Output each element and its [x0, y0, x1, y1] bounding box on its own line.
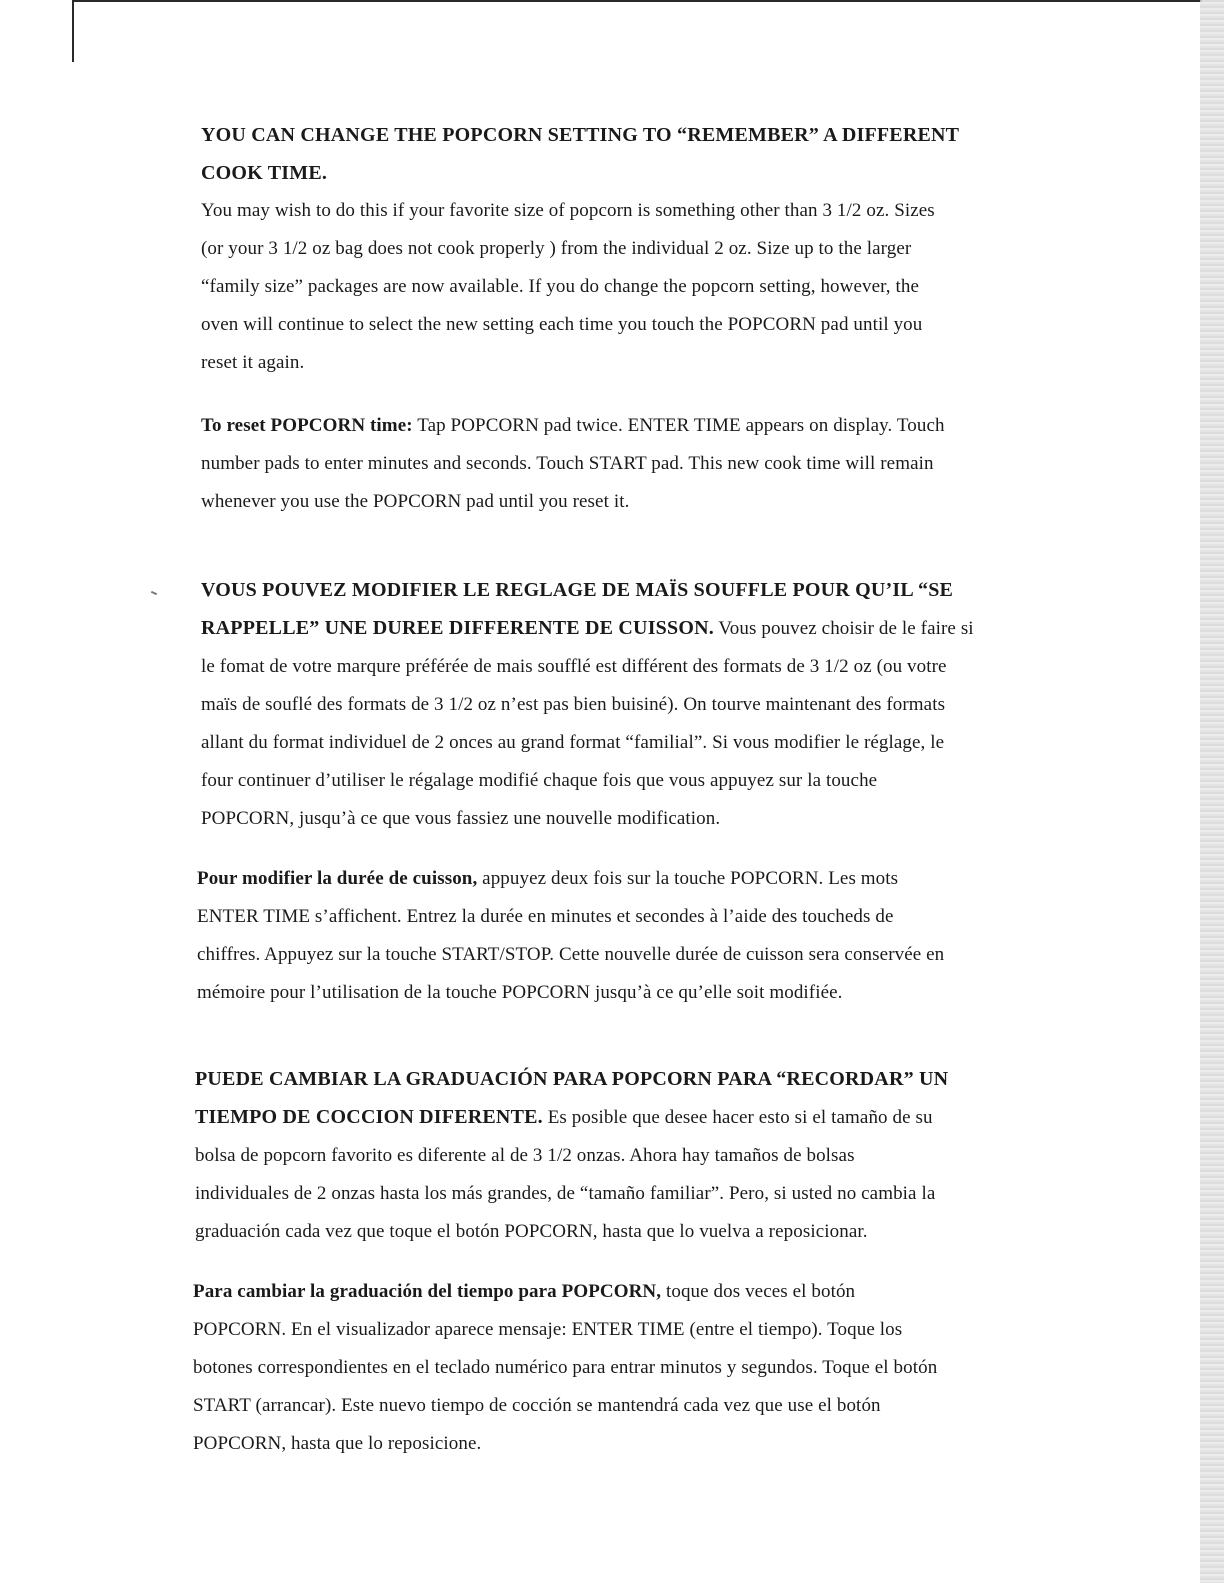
english-heading-line-2: COOK TIME. [201, 162, 328, 184]
french-heading-line-2: RAPPELLE” UNE DUREE DIFFERENTE DE CUISSON. [201, 617, 714, 639]
french-body-line: POPCORN, jusqu’à ce que vous fassiez une nouvelle modification. [201, 808, 721, 829]
french-modify-line-1 [197, 860, 944, 898]
english-body [201, 192, 959, 382]
french-body-line: maïs de souflé des formats de 3 1/2 oz n’est pas bien buisiné). On tourve maintenant des formats [201, 694, 946, 715]
french-body-line: le fomat de votre marqure préférée de mais soufflé est différent des formats de 3 1/2 oz (ou votre [201, 656, 947, 677]
spanish-change-line: POPCORN, hasta que lo reposicione. [193, 1433, 482, 1454]
french-modify-line: mémoire pour l’utilisation de la touche POPCORN jusqu’à ce qu’elle soit modifiée. [197, 982, 843, 1003]
spanish-change-lead: Para cambiar la graduación del tiempo para POPCORN, [193, 1281, 662, 1302]
french-modify-paragraph [197, 860, 944, 1012]
page-border-top [72, 0, 1202, 2]
english-reset-line-1-text: Tap POPCORN pad twice. ENTER TIME appears on display. Touch [412, 415, 945, 436]
english-reset-instructions [201, 407, 945, 521]
english-reset-line-1 [201, 407, 945, 445]
spanish-change-paragraph [193, 1273, 937, 1463]
spanish-change-line-1-text: toque dos veces el botón [661, 1281, 856, 1302]
english-body-line: (or your 3 1/2 oz bag does not cook properly ) from the individual 2 oz. Size up to the larger [201, 238, 912, 259]
spanish-change-line-1 [193, 1273, 937, 1311]
spanish-change-line: START (arrancar). Este nuevo tiempo de cocción se mantendrá cada vez que use el botón [193, 1395, 881, 1416]
english-heading [201, 116, 959, 192]
english-body-line: “family size” packages are now available. If you do change the popcorn setting, however, the [201, 276, 920, 297]
english-heading-line-1: YOU CAN CHANGE THE POPCORN SETTING TO “REMEMBER” A DIFFERENT [201, 124, 960, 146]
french-line-2 [201, 609, 974, 648]
spanish-body-line: individuales de 2 onzas hasta los más grandes, de “tamaño familiar”. Pero, si usted no cambia la [195, 1183, 936, 1204]
spanish-heading-line-1: PUEDE CAMBIAR LA GRADUACIÓN PARA POPCORN PARA “RECORDAR” UN [195, 1068, 949, 1090]
english-body-line: oven will continue to select the new setting each time you touch the POPCORN pad until you [201, 314, 923, 335]
french-section [201, 571, 974, 838]
french-heading-line-1: VOUS POUVEZ MODIFIER LE REGLAGE DE MAÏS SOUFFLE POUR QU’IL “SE [201, 579, 954, 601]
french-body-line: allant du format individuel de 2 onces au grand format “familial”. Si vous modifier le réglage, le [201, 732, 945, 753]
french-modify-lead: Pour modifier la durée de cuisson, [197, 868, 478, 889]
spanish-section [195, 1060, 948, 1251]
english-reset-lead: To reset POPCORN time: [201, 415, 413, 436]
english-body-line: You may wish to do this if your favorite size of popcorn is something other than 3 1/2 oz. Sizes [201, 200, 935, 221]
spanish-heading-line-2: TIEMPO DE COCCION DIFERENTE. [195, 1106, 543, 1128]
spanish-change-line: botones correspondientes en el teclado numérico para entrar minutos y segundos. Toque el botón [193, 1357, 938, 1378]
french-modify-line-1-text: appuyez deux fois sur la touche POPCORN. Les mots [477, 868, 899, 889]
stray-mark [151, 591, 157, 595]
french-modify-instructions [197, 860, 944, 1012]
spanish-paragraph [195, 1060, 948, 1251]
page-border-left [72, 0, 74, 62]
english-body-line: reset it again. [201, 352, 305, 373]
scan-edge-shadow [1200, 0, 1224, 1583]
english-reset-line: number pads to enter minutes and seconds. Touch START pad. This new cook time will remain [201, 453, 934, 474]
spanish-body-line: graduación cada vez que toque el botón POPCORN, hasta que lo vuelva a reposicionar. [195, 1221, 868, 1242]
spanish-body-line: bolsa de popcorn favorito es diferente al de 3 1/2 onzas. Ahora hay tamaños de bolsas [195, 1145, 855, 1166]
french-body-line: four continuer d’utiliser le régalage modifié chaque fois que vous appuyez sur la touche [201, 770, 878, 791]
french-modify-line: chiffres. Appuyez sur la touche START/STOP. Cette nouvelle durée de cuisson sera conservée en [197, 944, 945, 965]
spanish-change-line: POPCORN. En el visualizador aparece mensaje: ENTER TIME (entre el tiempo). Toque los [193, 1319, 903, 1340]
spanish-line-2 [195, 1098, 948, 1137]
spanish-change-instructions [193, 1273, 937, 1463]
french-modify-line: ENTER TIME s’affichent. Entrez la durée en minutes et secondes à l’aide des toucheds de [197, 906, 894, 927]
french-line-2-text: Vous pouvez choisir de le faire si [713, 618, 974, 639]
english-reset-line: whenever you use the POPCORN pad until you reset it. [201, 491, 630, 512]
english-section [201, 116, 959, 382]
spanish-line-2-text: Es posible que desee hacer esto si el tamaño de su [542, 1107, 933, 1128]
french-paragraph [201, 571, 974, 838]
english-reset-paragraph [201, 407, 945, 521]
